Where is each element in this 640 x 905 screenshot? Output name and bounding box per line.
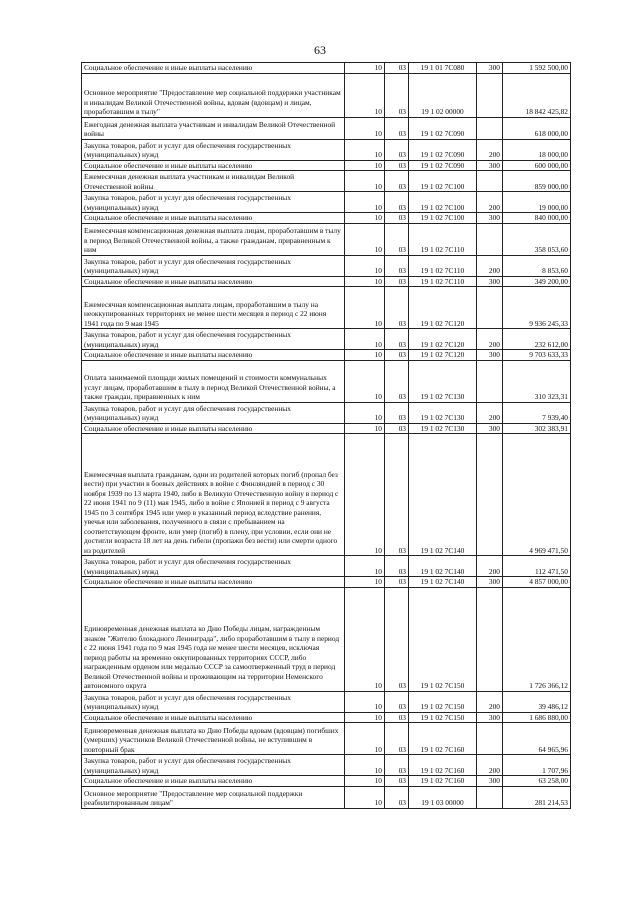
row-name: Закупка товаров, работ и услуг для обеспечения государственных (муниципальных) нужд xyxy=(82,402,345,423)
row-subsection: 03 xyxy=(385,587,409,691)
row-expense-type: 200 xyxy=(477,402,503,423)
row-name: Основное мероприятие "Предоставление мер социальной поддержки участникам и инвалидам Великой Отечественной войны, вдовам (вдовцам) и лицам, проработавшим в тылу" xyxy=(82,73,345,117)
row-target-article: 19 1 02 7С120 xyxy=(409,329,477,350)
row-name: Социальное обеспечение и иные выплаты населению xyxy=(82,712,345,723)
table-row xyxy=(82,192,571,213)
row-subsection: 03 xyxy=(385,255,409,276)
table-row xyxy=(82,577,571,588)
row-section: 10 xyxy=(345,139,385,160)
row-target-article: 19 1 02 7С100 xyxy=(409,213,477,224)
row-name: Социальное обеспечение и иные выплаты населению xyxy=(82,577,345,588)
row-name: Ежемесячная выплата гражданам, одни из родителей которых погиб (пропал без вести) при участии в боевых действиях в войне с Финляндией в период с 30 ноября 1939 по 13 марта 1940, либо в Великую Отечественную войну в период с 22 июня 1941 по 9 (11) мая 1945, либо в войне с Японией в период с 9 августа 1945 по 3 сентября 1945 или умер в указанный период вследствие ранения, увечья или заболевания, полученного в связи с пребыванием на соответствующем фронте, или умер (погиб) в плену, при условии, если они не достигли возраста 18 лет на день гибели (пропажи без вести) или смерти одного из родителей xyxy=(82,434,345,556)
row-subsection: 03 xyxy=(385,755,409,776)
row-subsection: 03 xyxy=(385,117,409,139)
table-row xyxy=(82,139,571,160)
row-amount: 19 000,00 xyxy=(503,192,571,213)
row-section: 10 xyxy=(345,423,385,434)
row-expense-type: 300 xyxy=(477,213,503,224)
row-name: Оплата занимаемой площади жилых помещений и стоимости коммунальных услуг лицам, проработавшим в тылу в период Великой Отечественной войны, а также граждан, приравненных к ним xyxy=(82,360,345,402)
row-target-article: 19 1 03 00000 xyxy=(409,786,477,808)
row-subsection: 03 xyxy=(385,360,409,402)
row-name: Закупка товаров, работ и услуг для обеспечения государственных (муниципальных) нужд xyxy=(82,329,345,350)
table-row xyxy=(82,434,571,556)
row-expense-type: 300 xyxy=(477,160,503,171)
row-name: Социальное обеспечение и иные выплаты населению xyxy=(82,423,345,434)
row-section: 10 xyxy=(345,712,385,723)
row-subsection: 03 xyxy=(385,691,409,712)
row-section: 10 xyxy=(345,171,385,192)
row-subsection: 03 xyxy=(385,329,409,350)
row-expense-type xyxy=(477,723,503,755)
table-row xyxy=(82,360,571,402)
row-expense-type: 200 xyxy=(477,755,503,776)
row-target-article: 19 1 02 7С110 xyxy=(409,223,477,255)
row-section: 10 xyxy=(345,556,385,577)
row-section: 10 xyxy=(345,691,385,712)
row-name: Ежемесячная денежная выплата участникам и инвалидам Великой Отечественной войны xyxy=(82,171,345,192)
table-row xyxy=(82,160,571,171)
budget-table-body xyxy=(82,63,571,809)
row-target-article: 19 1 02 7С150 xyxy=(409,587,477,691)
row-name: Закупка товаров, работ и услуг для обеспечения государственных (муниципальных) нужд xyxy=(82,755,345,776)
row-target-article: 19 1 02 7С140 xyxy=(409,556,477,577)
row-target-article: 19 1 02 7С090 xyxy=(409,139,477,160)
row-expense-type xyxy=(477,73,503,117)
row-amount: 9 936 245,33 xyxy=(503,287,571,329)
row-amount: 9 703 633,33 xyxy=(503,350,571,361)
row-name: Ежегодная денежная выплата участникам и инвалидам Великой Отечественной войны xyxy=(82,117,345,139)
row-section: 10 xyxy=(345,786,385,808)
row-expense-type xyxy=(477,117,503,139)
row-section: 10 xyxy=(345,350,385,361)
row-target-article: 19 1 02 7С150 xyxy=(409,691,477,712)
row-subsection: 03 xyxy=(385,577,409,588)
table-row xyxy=(82,276,571,287)
row-subsection: 03 xyxy=(385,786,409,808)
row-section: 10 xyxy=(345,577,385,588)
row-target-article: 19 1 02 7С140 xyxy=(409,434,477,556)
row-subsection: 03 xyxy=(385,287,409,329)
row-name: Закупка товаров, работ и услуг для обеспечения государственных (муниципальных) нужд xyxy=(82,556,345,577)
row-expense-type: 300 xyxy=(477,63,503,74)
row-subsection: 03 xyxy=(385,63,409,74)
row-target-article: 19 1 02 00000 xyxy=(409,73,477,117)
row-subsection: 03 xyxy=(385,776,409,787)
row-target-article: 19 1 02 7С120 xyxy=(409,350,477,361)
row-section: 10 xyxy=(345,287,385,329)
row-section: 10 xyxy=(345,587,385,691)
row-section: 10 xyxy=(345,117,385,139)
row-subsection: 03 xyxy=(385,73,409,117)
row-amount: 18 842 425,82 xyxy=(503,73,571,117)
row-name: Ежемесячная компенсационная выплата лицам, проработавшим в тылу на неоккупированных территориях не менее шести месяцев в период с 22 июня 1941 года по 9 мая 1945 xyxy=(82,287,345,329)
row-name: Социальное обеспечение и иные выплаты населению xyxy=(82,350,345,361)
row-name: Закупка товаров, работ и услуг для обеспечения государственных (муниципальных) нужд xyxy=(82,192,345,213)
row-section: 10 xyxy=(345,776,385,787)
row-name: Закупка товаров, работ и услуг для обеспечения государственных (муниципальных) нужд xyxy=(82,255,345,276)
row-target-article: 19 1 02 7С160 xyxy=(409,755,477,776)
row-amount: 600 000,00 xyxy=(503,160,571,171)
row-section: 10 xyxy=(345,160,385,171)
row-section: 10 xyxy=(345,755,385,776)
row-section: 10 xyxy=(345,223,385,255)
row-amount: 281 214,53 xyxy=(503,786,571,808)
row-subsection: 03 xyxy=(385,402,409,423)
row-section: 10 xyxy=(345,360,385,402)
row-section: 10 xyxy=(345,63,385,74)
row-name: Единовременная денежная выплата ко Дню Победы вдовам (вдовцам) погибших (умерших) участников Великой Отечественной войны, не вступившим в повторный брак xyxy=(82,723,345,755)
row-amount: 63 258,00 xyxy=(503,776,571,787)
table-row xyxy=(82,712,571,723)
row-amount: 18 000,00 xyxy=(503,139,571,160)
row-expense-type: 200 xyxy=(477,556,503,577)
row-expense-type: 200 xyxy=(477,255,503,276)
row-expense-type: 200 xyxy=(477,192,503,213)
row-name: Социальное обеспечение и иные выплаты населению xyxy=(82,160,345,171)
row-expense-type xyxy=(477,434,503,556)
row-name: Единовременная денежная выплата ко Дню Победы лицам, награжденным знаком "Жителю блокадного Ленинграда", либо проработавшим в тылу в период с 22 июня 1941 года по 9 мая 1945 года не менее шести месяцев, исключая период работы на временно оккупированных территориях СССР, либо награжденным орденом или медалью СССР за самоотверженный труд в период Великой Отечественной войны и проживающим на территории Неменского автономного округа xyxy=(82,587,345,691)
row-amount: 7 939,40 xyxy=(503,402,571,423)
row-amount: 1 592 500,00 xyxy=(503,63,571,74)
table-row xyxy=(82,73,571,117)
row-amount: 618 000,00 xyxy=(503,117,571,139)
row-target-article: 19 1 02 7С100 xyxy=(409,192,477,213)
row-target-article: 19 1 02 7С140 xyxy=(409,577,477,588)
table-row xyxy=(82,723,571,755)
row-expense-type: 200 xyxy=(477,139,503,160)
row-expense-type: 300 xyxy=(477,276,503,287)
table-row xyxy=(82,755,571,776)
table-row xyxy=(82,63,571,74)
row-amount: 310 323,31 xyxy=(503,360,571,402)
row-target-article: 19 1 02 7С130 xyxy=(409,423,477,434)
page-number: 63 xyxy=(314,43,326,57)
row-amount: 1 726 366,12 xyxy=(503,587,571,691)
row-target-article: 19 1 02 7С150 xyxy=(409,712,477,723)
row-amount: 39 486,12 xyxy=(503,691,571,712)
table-row xyxy=(82,402,571,423)
row-expense-type: 300 xyxy=(477,350,503,361)
row-subsection: 03 xyxy=(385,434,409,556)
row-target-article: 19 1 02 7С090 xyxy=(409,117,477,139)
row-name: Социальное обеспечение и иные выплаты населению xyxy=(82,63,345,74)
row-amount: 840 000,00 xyxy=(503,213,571,224)
row-amount: 859 000,00 xyxy=(503,171,571,192)
row-target-article: 19 1 02 7С120 xyxy=(409,287,477,329)
row-subsection: 03 xyxy=(385,556,409,577)
row-section: 10 xyxy=(345,192,385,213)
row-section: 10 xyxy=(345,255,385,276)
table-row xyxy=(82,423,571,434)
table-row xyxy=(82,329,571,350)
table-row xyxy=(82,255,571,276)
table-row xyxy=(82,556,571,577)
row-expense-type xyxy=(477,287,503,329)
row-subsection: 03 xyxy=(385,423,409,434)
row-target-article: 19 1 02 7С090 xyxy=(409,160,477,171)
row-section: 10 xyxy=(345,276,385,287)
row-target-article: 19 1 01 7С080 xyxy=(409,63,477,74)
row-expense-type xyxy=(477,786,503,808)
row-section: 10 xyxy=(345,329,385,350)
row-name: Закупка товаров, работ и услуг для обеспечения государственных (муниципальных) нужд xyxy=(82,139,345,160)
row-target-article: 19 1 02 7С100 xyxy=(409,171,477,192)
row-expense-type: 300 xyxy=(477,712,503,723)
table-row xyxy=(82,213,571,224)
table-row xyxy=(82,691,571,712)
row-expense-type: 300 xyxy=(477,776,503,787)
row-name: Закупка товаров, работ и услуг для обеспечения государственных (муниципальных) нужд xyxy=(82,691,345,712)
row-subsection: 03 xyxy=(385,723,409,755)
row-section: 10 xyxy=(345,213,385,224)
row-subsection: 03 xyxy=(385,192,409,213)
row-target-article: 19 1 02 7С110 xyxy=(409,276,477,287)
row-amount: 349 200,00 xyxy=(503,276,571,287)
row-amount: 1 707,96 xyxy=(503,755,571,776)
row-target-article: 19 1 02 7С160 xyxy=(409,723,477,755)
row-subsection: 03 xyxy=(385,139,409,160)
row-target-article: 19 1 02 7С130 xyxy=(409,402,477,423)
table-row xyxy=(82,117,571,139)
row-amount: 358 053,60 xyxy=(503,223,571,255)
row-section: 10 xyxy=(345,73,385,117)
row-section: 10 xyxy=(345,723,385,755)
row-target-article: 19 1 02 7С110 xyxy=(409,255,477,276)
table-row xyxy=(82,171,571,192)
row-name: Ежемесячная компенсационная денежная выплата лицам, проработавшим в тылу в период Великой Отечественной войны, а также гражданам, приравненным к ним xyxy=(82,223,345,255)
row-expense-type xyxy=(477,171,503,192)
row-subsection: 03 xyxy=(385,213,409,224)
row-expense-type xyxy=(477,223,503,255)
row-amount: 4 969 471,50 xyxy=(503,434,571,556)
row-name: Социальное обеспечение и иные выплаты населению xyxy=(82,776,345,787)
row-expense-type: 300 xyxy=(477,577,503,588)
row-amount: 302 383,91 xyxy=(503,423,571,434)
row-expense-type: 300 xyxy=(477,423,503,434)
row-section: 10 xyxy=(345,434,385,556)
row-amount: 64 965,96 xyxy=(503,723,571,755)
row-target-article: 19 1 02 7С160 xyxy=(409,776,477,787)
row-subsection: 03 xyxy=(385,350,409,361)
row-target-article: 19 1 02 7С130 xyxy=(409,360,477,402)
table-row xyxy=(82,587,571,691)
table-row xyxy=(82,350,571,361)
row-amount: 112 471,50 xyxy=(503,556,571,577)
row-expense-type: 200 xyxy=(477,329,503,350)
row-expense-type xyxy=(477,360,503,402)
row-name: Социальное обеспечение и иные выплаты населению xyxy=(82,276,345,287)
budget-table xyxy=(81,62,571,809)
row-subsection: 03 xyxy=(385,160,409,171)
table-row xyxy=(82,223,571,255)
row-subsection: 03 xyxy=(385,712,409,723)
row-name: Социальное обеспечение и иные выплаты населению xyxy=(82,213,345,224)
row-amount: 232 612,00 xyxy=(503,329,571,350)
row-amount: 1 686 880,00 xyxy=(503,712,571,723)
row-amount: 4 857 000,00 xyxy=(503,577,571,588)
row-expense-type: 200 xyxy=(477,691,503,712)
row-subsection: 03 xyxy=(385,223,409,255)
row-section: 10 xyxy=(345,402,385,423)
table-row xyxy=(82,287,571,329)
table-row xyxy=(82,776,571,787)
row-expense-type xyxy=(477,587,503,691)
row-name: Основное мероприятие "Предоставление мер социальной поддержки реабилитированным лицам" xyxy=(82,786,345,808)
table-row xyxy=(82,786,571,808)
row-subsection: 03 xyxy=(385,171,409,192)
row-amount: 8 853,60 xyxy=(503,255,571,276)
row-subsection: 03 xyxy=(385,276,409,287)
